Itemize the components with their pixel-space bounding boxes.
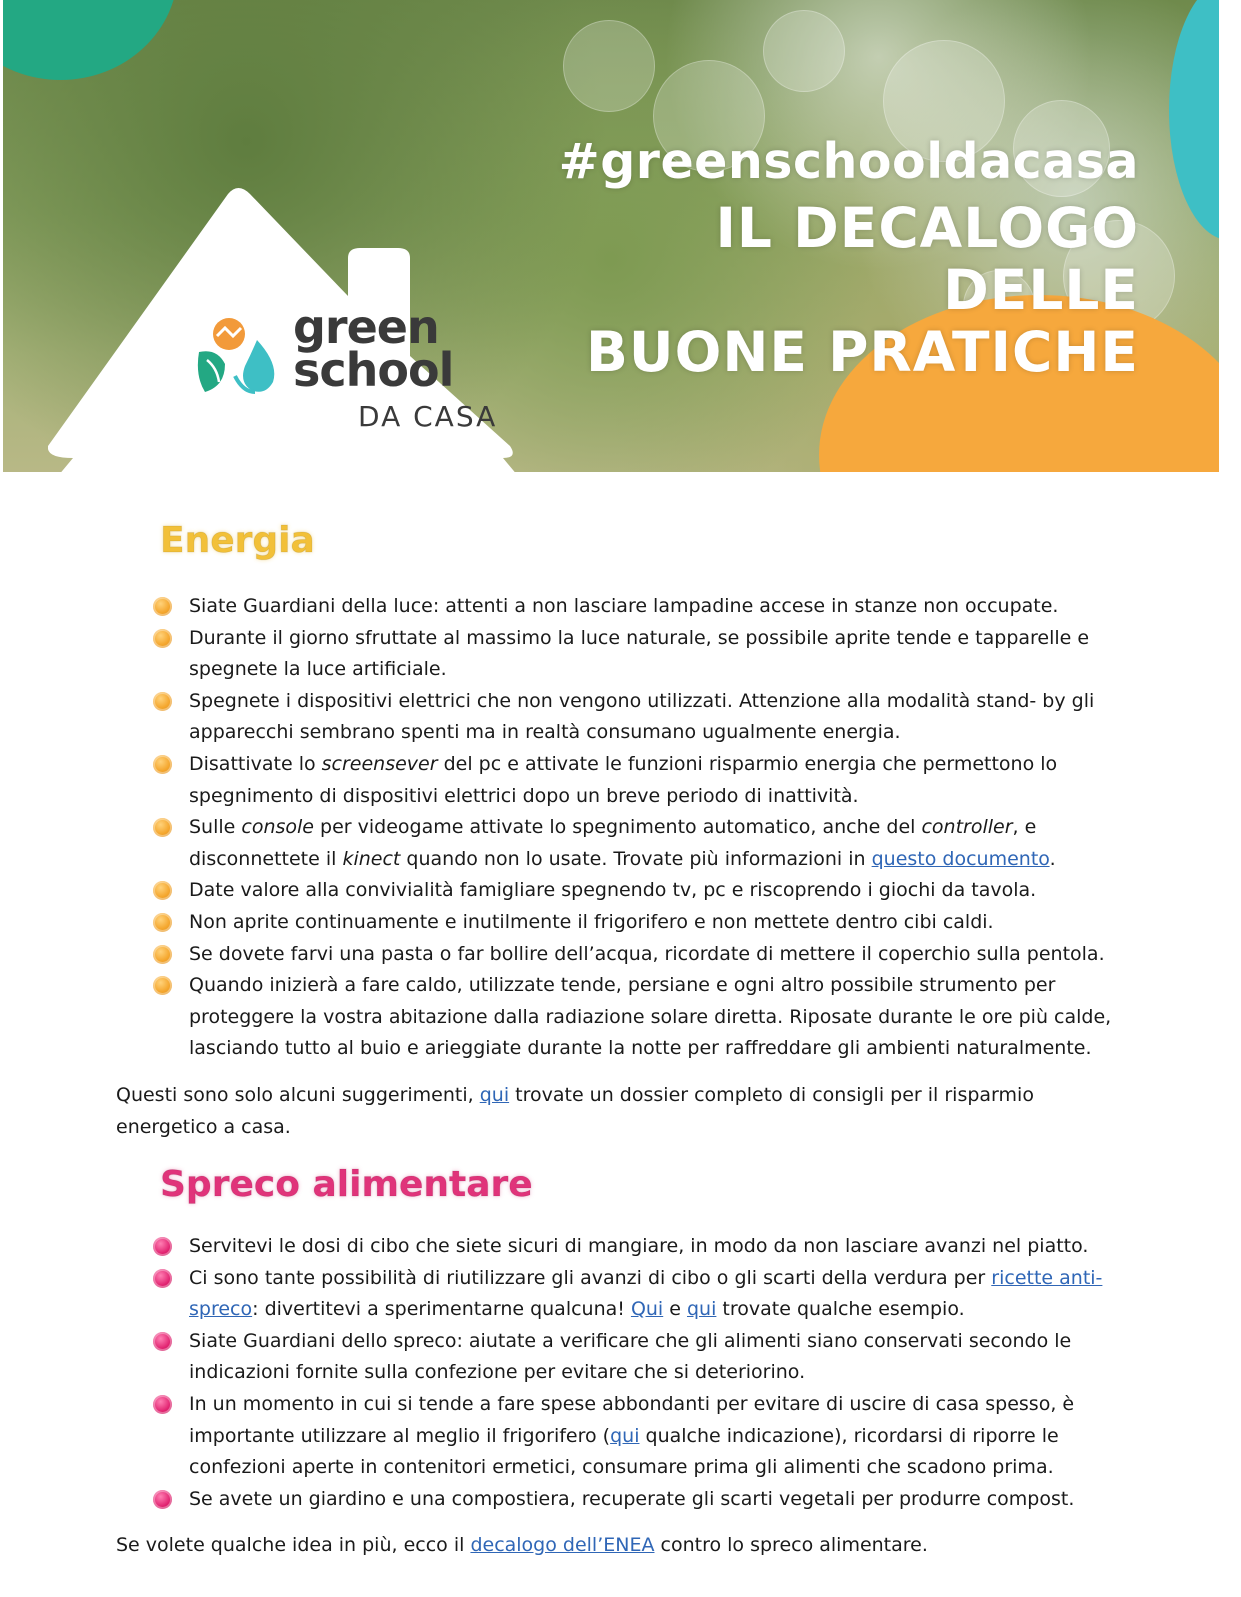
list-item (150, 970, 1130, 1065)
paragraph-text: Questi sono solo alcuni suggerimenti, (116, 1084, 480, 1106)
orange-sun-bullet-icon (153, 913, 172, 932)
list-item-text: Siate Guardiani della luce: attenti a non lasciare lampadine accese in stanze non occupate. (189, 595, 1059, 617)
orange-sun-bullet-icon (153, 692, 172, 711)
emphasis-screensever: screensever (321, 752, 438, 775)
list-item (150, 1326, 1130, 1389)
list-item-text: Date valore alla convivialità famigliare spegnendo tv, pc e riscoprendo i giochi da tavola. (189, 879, 1037, 902)
emphasis-controller: controller (921, 816, 1013, 839)
orange-sun-bullet-icon (153, 945, 172, 964)
banner-title (519, 197, 1139, 383)
bokeh-circle (563, 20, 655, 112)
energia-list (150, 591, 1130, 1065)
banner-title-line2: BUONE PRATICHE (586, 320, 1139, 384)
logo-text-green: green (293, 300, 439, 354)
pink-dot-bullet-icon (153, 1269, 172, 1288)
list-item-text: Siate Guardiani dello spreco: aiutate a verificare che gli alimenti siano conservati secondo le indicazioni fornite sulla confezione per evitare che si deteriorino. (189, 1329, 1072, 1384)
spreco-footer-paragraph (116, 1530, 1076, 1562)
orange-sun-bullet-icon (153, 597, 172, 616)
link-questo-documento[interactable]: questo documento (871, 847, 1050, 870)
section-heading-spreco-alimentare: Spreco alimentare (160, 1164, 533, 1205)
header-banner (3, 0, 1219, 472)
list-item-text: Se dovete farvi una pasta o far bollire dell’acqua, ricordate di mettere il coperchio sulla pentola. (189, 942, 1105, 965)
link-qui-esempio-1[interactable]: Qui (630, 1298, 664, 1321)
list-item (150, 1263, 1130, 1326)
list-item (150, 1484, 1130, 1516)
list-item-text: Ci sono tante possibilità di riutilizzare gli avanzi di cibo o gli scarti della verdura per (189, 1266, 992, 1289)
orange-sun-bullet-icon (153, 976, 172, 995)
list-item (150, 623, 1130, 686)
emphasis-console: console (241, 816, 314, 839)
link-qui-frigorifero[interactable]: qui (610, 1424, 640, 1447)
banner-title-line1: IL DECALOGO DELLE (715, 196, 1139, 322)
list-item (150, 1231, 1130, 1263)
orange-sun-bullet-icon (153, 818, 172, 837)
list-item (150, 907, 1130, 939)
link-qui-esempio-2[interactable]: qui (687, 1298, 717, 1321)
list-item-text: Spegnete i dispositivi elettrici che non vengono utilizzati. Attenzione alla modalità stand- by gli apparecchi sembrano spenti ma in realtà consumano ugualmente energia. (189, 689, 1095, 744)
logo-text-school: school (293, 343, 454, 397)
list-item (150, 1389, 1130, 1484)
orange-sun-bullet-icon (153, 881, 172, 900)
banner-hashtag: #greenschooldacasa (558, 133, 1139, 190)
orange-sun-bullet-icon (153, 629, 172, 648)
cyan-blob-decoration (1169, 0, 1219, 240)
list-item (150, 591, 1130, 623)
list-item-text: trovate qualche esempio. (716, 1298, 965, 1321)
link-qui-dossier[interactable]: qui (479, 1084, 510, 1106)
list-item (150, 875, 1130, 907)
emphasis-kinect: kinect (342, 847, 401, 870)
list-item-text: Disattivate lo (189, 752, 322, 775)
energia-footer-paragraph (116, 1080, 1076, 1143)
list-item (150, 812, 1130, 875)
pink-dot-bullet-icon (153, 1332, 172, 1351)
pink-dot-bullet-icon (153, 1237, 172, 1256)
paragraph-text: trovate un dossier completo di consigli per il risparmio energetico a casa. (116, 1084, 1034, 1138)
list-item (150, 686, 1130, 749)
list-item-text: Se avete un giardino e una compostiera, recuperate gli scarti vegetali per produrre compost. (189, 1487, 1075, 1510)
link-decalogo-enea[interactable]: decalogo dell’ENEA (470, 1534, 655, 1556)
green-blob-decoration (3, 0, 178, 80)
orange-sun-bullet-icon (153, 755, 172, 774)
link-ricette-anti-spreco[interactable]: ricette anti-spreco (189, 1266, 1103, 1321)
list-item-text: Sulle (189, 816, 242, 839)
list-item-text: per videogame attivate lo spegnimento automatico, anche del (314, 816, 922, 839)
spreco-list (150, 1231, 1130, 1515)
list-item-text: Quando inizierà a fare caldo, utilizzate tende, persiane e ogni altro possibile strumento per proteggere la vostra abitazione dalla radiazione solare diretta. Riposate durante le ore più calde, lasciando tutto al buio e arieggiate durante la notte per raffreddare gli ambienti naturalmente. (189, 974, 1112, 1060)
list-item-text: . (1049, 847, 1056, 870)
list-item-text: del pc e attivate le funzioni risparmio energia che permettono lo spegnimento di dispositivi elettrici dopo un breve periodo di inattività. (189, 752, 1058, 807)
list-item-text: e (663, 1298, 687, 1321)
paragraph-text: contro lo spreco alimentare. (654, 1534, 928, 1556)
pink-dot-bullet-icon (153, 1490, 172, 1509)
section-heading-energia: Energia (160, 520, 315, 561)
list-item-text: quando non lo usate. Trovate più informazioni in (400, 847, 872, 870)
logo-text-da-casa: DA CASA (358, 400, 498, 433)
green-school-logo-icon (195, 316, 285, 398)
list-item (150, 939, 1130, 971)
list-item-text: , e disconnettete il (189, 816, 1037, 870)
pink-dot-bullet-icon (153, 1395, 172, 1414)
list-item-text: : divertitevi a sperimentarne qualcuna! (252, 1298, 631, 1321)
bokeh-circle (763, 10, 845, 92)
list-item-text: Durante il giorno sfruttate al massimo la luce naturale, se possibile aprite tende e tapparelle e spegnete la luce artificiale. (189, 626, 1090, 681)
list-item-text: Servitevi le dosi di cibo che siete sicuri di mangiare, in modo da non lasciare avanzi nel piatto. (189, 1235, 1089, 1257)
list-item-text: In un momento in cui si tende a fare spese abbondanti per evitare di uscire di casa spesso, è importante utilizzare al meglio il frigorifero ( (189, 1392, 1075, 1447)
list-item-text: Non aprite continuamente e inutilmente il frigorifero e non mettete dentro cibi caldi. (189, 910, 994, 933)
list-item-text: qualche indicazione), ricordarsi di riporre le confezioni aperte in contenitori ermetici, consumare prima gli alimenti che scadono prima. (189, 1424, 1059, 1479)
list-item (150, 749, 1130, 812)
paragraph-text: Se volete qualche idea in più, ecco il (116, 1534, 471, 1556)
